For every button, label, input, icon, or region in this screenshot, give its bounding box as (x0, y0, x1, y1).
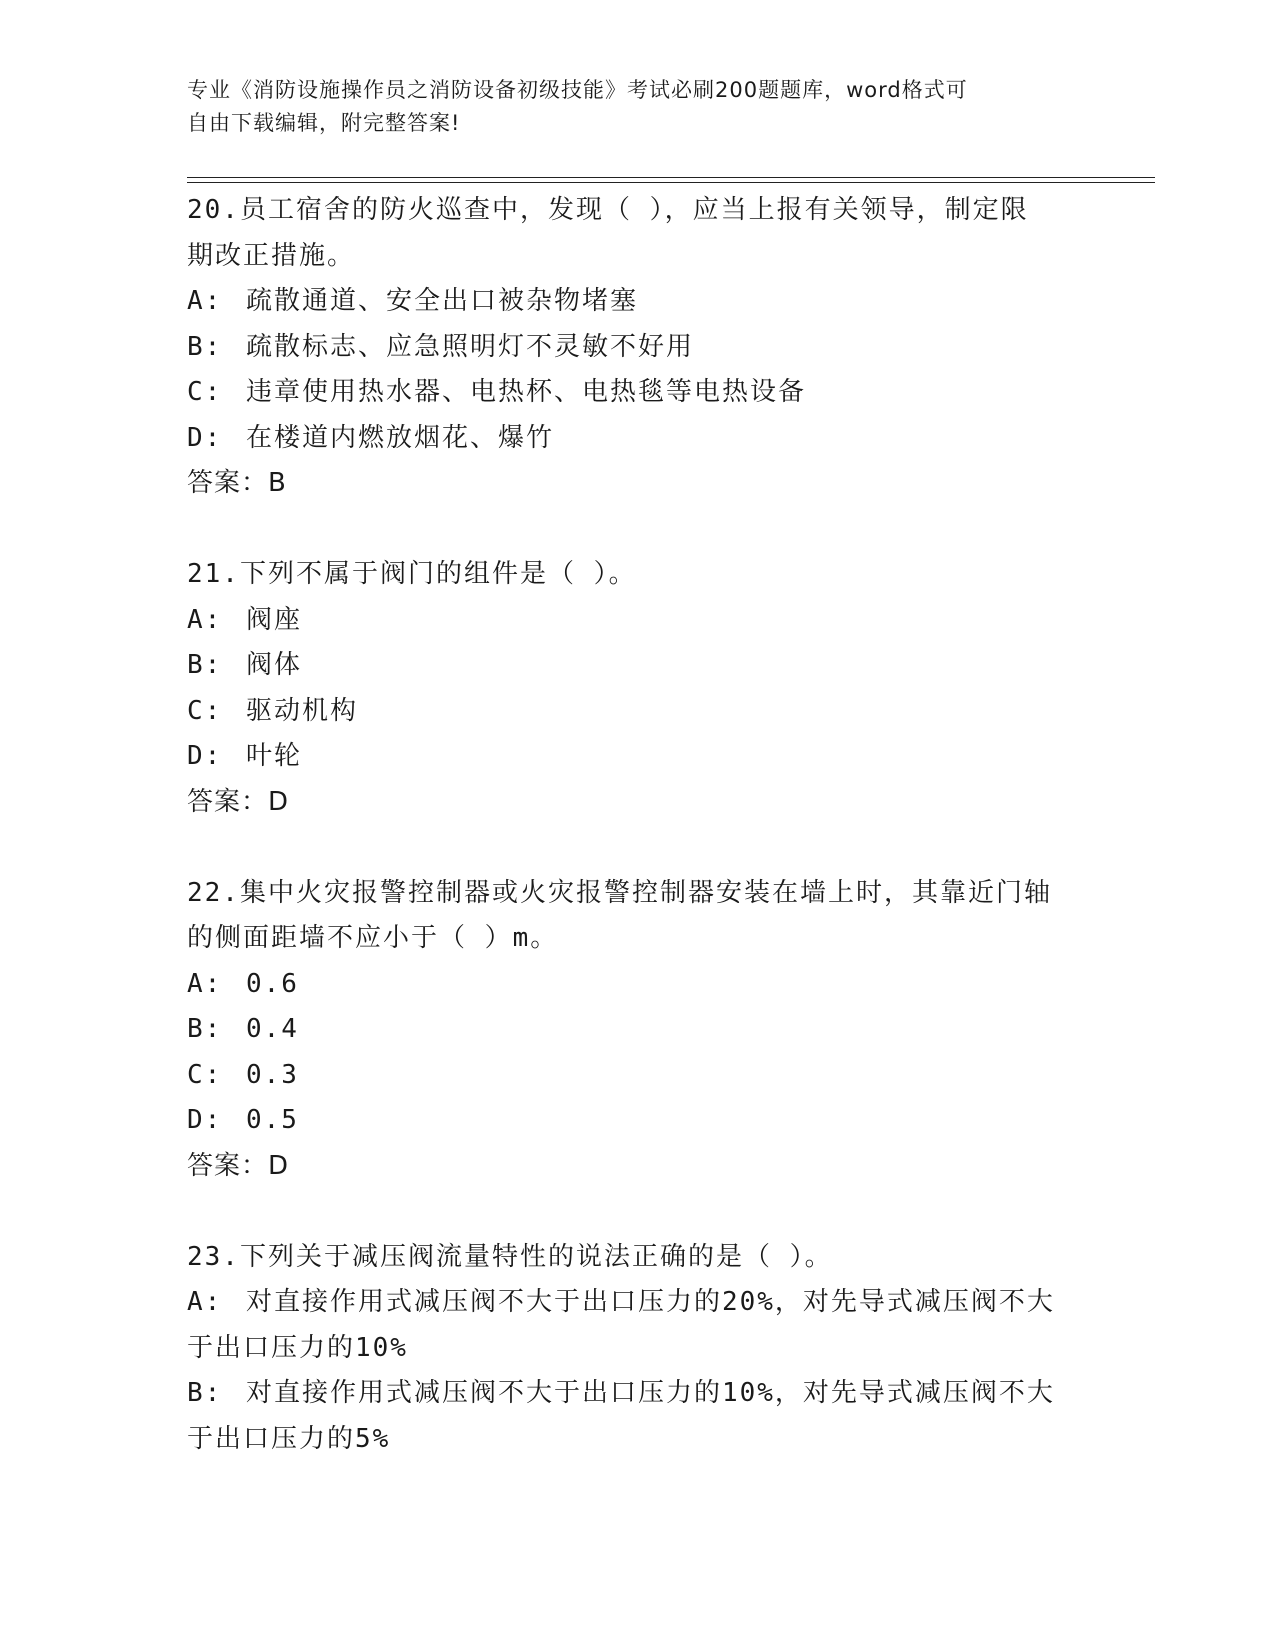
document-header (187, 74, 1067, 140)
option-text: 阀座 (245, 604, 302, 635)
option-key: A : (187, 605, 240, 635)
option-text: 对直接作用式减压阀不大于出口压力的20%，对先导式减压阀不大 (245, 1287, 1055, 1317)
option-text: 0.6 (245, 968, 299, 999)
header-divider-top (187, 177, 1155, 178)
option-key: B : (187, 1014, 240, 1044)
option-key: B : (187, 332, 240, 362)
question-22 (187, 871, 1087, 1190)
option-text: 阀体 (245, 650, 302, 680)
question-stem-line: 22.集中火灾报警控制器或火灾报警控制器安装在墙上时，其靠近门轴 (187, 877, 1052, 908)
question-20 (187, 188, 1087, 507)
option-d (187, 1098, 1087, 1144)
option-key: A : (187, 1287, 240, 1317)
question-stem-line: 期改正措施。 (187, 240, 356, 271)
option-text: 疏散标志、应急照明灯不灵敏不好用 (245, 331, 694, 362)
option-key: A : (187, 969, 240, 999)
option-c (187, 1053, 1087, 1099)
option-key: B : (187, 1378, 240, 1408)
option-b (187, 1371, 1087, 1417)
option-d (187, 734, 1087, 780)
question-stem-line: 21.下列不属于阀门的组件是（ ）。 (187, 559, 637, 589)
option-key: C : (187, 1060, 240, 1090)
option-text: 在楼道内燃放烟花、爆竹 (245, 422, 554, 453)
option-a-continued: 于出口压力的10% (187, 1332, 408, 1363)
option-text: 对直接作用式减压阀不大于出口压力的10%，对先导式减压阀不大 (245, 1378, 1055, 1408)
option-b-continued: 于出口压力的5% (187, 1423, 391, 1454)
option-text: 驱动机构 (245, 695, 358, 726)
option-c (187, 689, 1087, 735)
option-a (187, 1280, 1087, 1326)
header-divider-bottom (187, 182, 1155, 183)
option-text: 0.4 (245, 1014, 299, 1044)
option-key: D : (187, 741, 240, 771)
option-b (187, 1007, 1087, 1053)
option-key: C : (187, 377, 240, 407)
question-stem-line: 的侧面距墙不应小于（ ）m。 (187, 923, 559, 953)
option-a (187, 962, 1087, 1008)
option-a (187, 598, 1087, 644)
header-line-2: 自由下载编辑，附完整答案! (187, 111, 461, 135)
question-stem-line: 20.员工宿舍的防火巡查中，发现（ ），应当上报有关领导，制定限 (187, 195, 1029, 225)
option-b (187, 325, 1087, 371)
option-key: C : (187, 696, 240, 726)
option-key: B : (187, 650, 240, 680)
option-text: 0.5 (245, 1105, 299, 1135)
option-b (187, 643, 1087, 689)
answer-line: 答案：B (187, 468, 287, 498)
option-key: A : (187, 286, 240, 316)
option-key: D : (187, 1105, 240, 1135)
question-stem-line: 23.下列关于减压阀流量特性的说法正确的是（ ）。 (187, 1241, 833, 1272)
question-list (187, 188, 1087, 1462)
option-d (187, 416, 1087, 462)
option-text: 违章使用热水器、电热杯、电热毯等电热设备 (245, 377, 806, 407)
option-text: 疏散通道、安全出口被杂物堵塞 (245, 286, 638, 316)
option-c (187, 370, 1087, 416)
answer-line: 答案：D (187, 1150, 290, 1181)
option-text: 叶轮 (245, 741, 302, 771)
header-line-1: 专业《消防设施操作员之消防设备初级技能》考试必刷200题题库，word格式可 (187, 78, 968, 102)
question-23 (187, 1235, 1087, 1463)
question-21 (187, 552, 1087, 825)
option-key: D : (187, 423, 240, 453)
option-text: 0.3 (245, 1059, 299, 1090)
answer-line: 答案：D (187, 786, 290, 817)
option-a (187, 279, 1087, 325)
